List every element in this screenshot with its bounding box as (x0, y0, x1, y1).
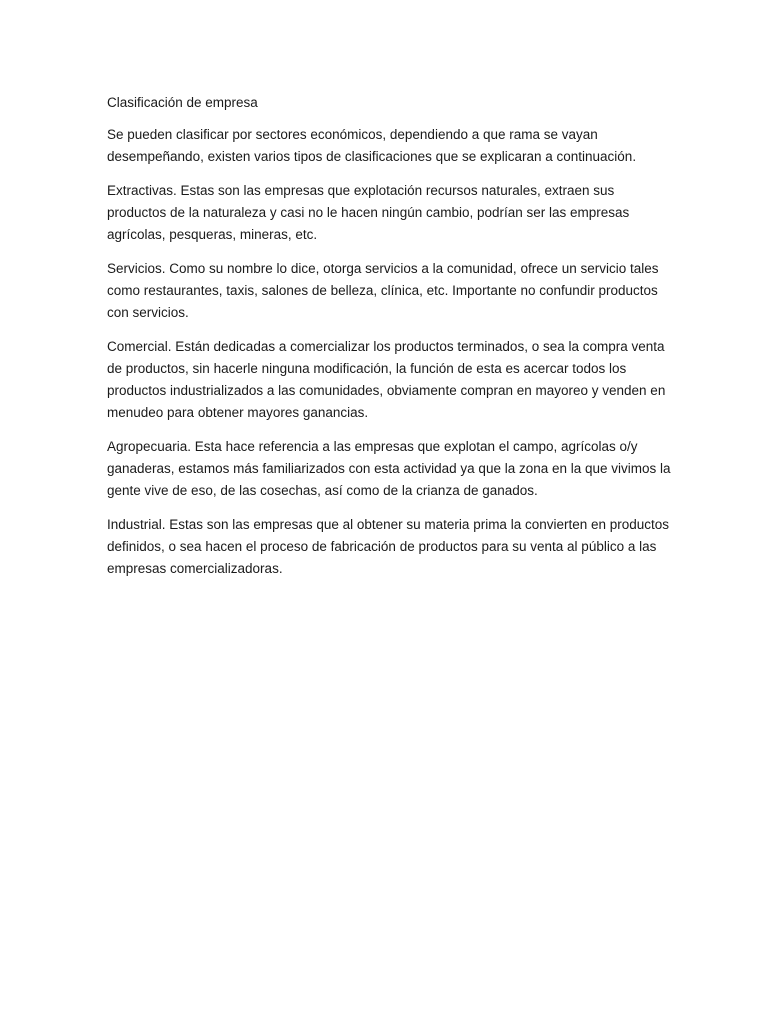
paragraph-comercial: Comercial. Están dedicadas a comercializar los productos terminados, o sea la compra venta de productos, sin hacerle ninguna modificación, la función de esta es acercar todos los productos industrializados a las comunidades, obviamente compran en mayoreo y venden en menudeo para obtener mayores ganancias. (107, 339, 666, 420)
paragraph-extractivas: Extractivas. Estas son las empresas que explotación recursos naturales, extraen sus productos de la naturaleza y casi no le hacen ningún cambio, podrían ser las empresas agrícolas, pesqueras, mineras, etc. (107, 183, 630, 242)
document-title: Clasificación de empresa (107, 95, 258, 110)
paragraph-servicios: Servicios. Como su nombre lo dice, otorga servicios a la comunidad, ofrece un servicio tales como restaurantes, taxis, salones de belleza, clínica, etc. Importante no confundir productos con servicios. (107, 261, 659, 320)
document-body (107, 92, 672, 592)
paragraph-industrial: Industrial. Estas son las empresas que al obtener su materia prima la convierten en productos definidos, o sea hacen el proceso de fabricación de productos para su venta al público a las empresas comercializadoras. (107, 517, 670, 576)
paragraph-intro: Se pueden clasificar por sectores económicos, dependiendo a que rama se vayan desempeñando, existen varios tipos de clasificaciones que se explicaran a continuación. (107, 127, 637, 164)
paragraph-agropecuaria: Agropecuaria. Esta hace referencia a las empresas que explotan el campo, agrícolas o/y ganaderas, estamos más familiarizados con esta actividad ya que la zona en la que vivimos la gente vive de eso, de las cosechas, así como de la crianza de ganados. (107, 439, 671, 498)
